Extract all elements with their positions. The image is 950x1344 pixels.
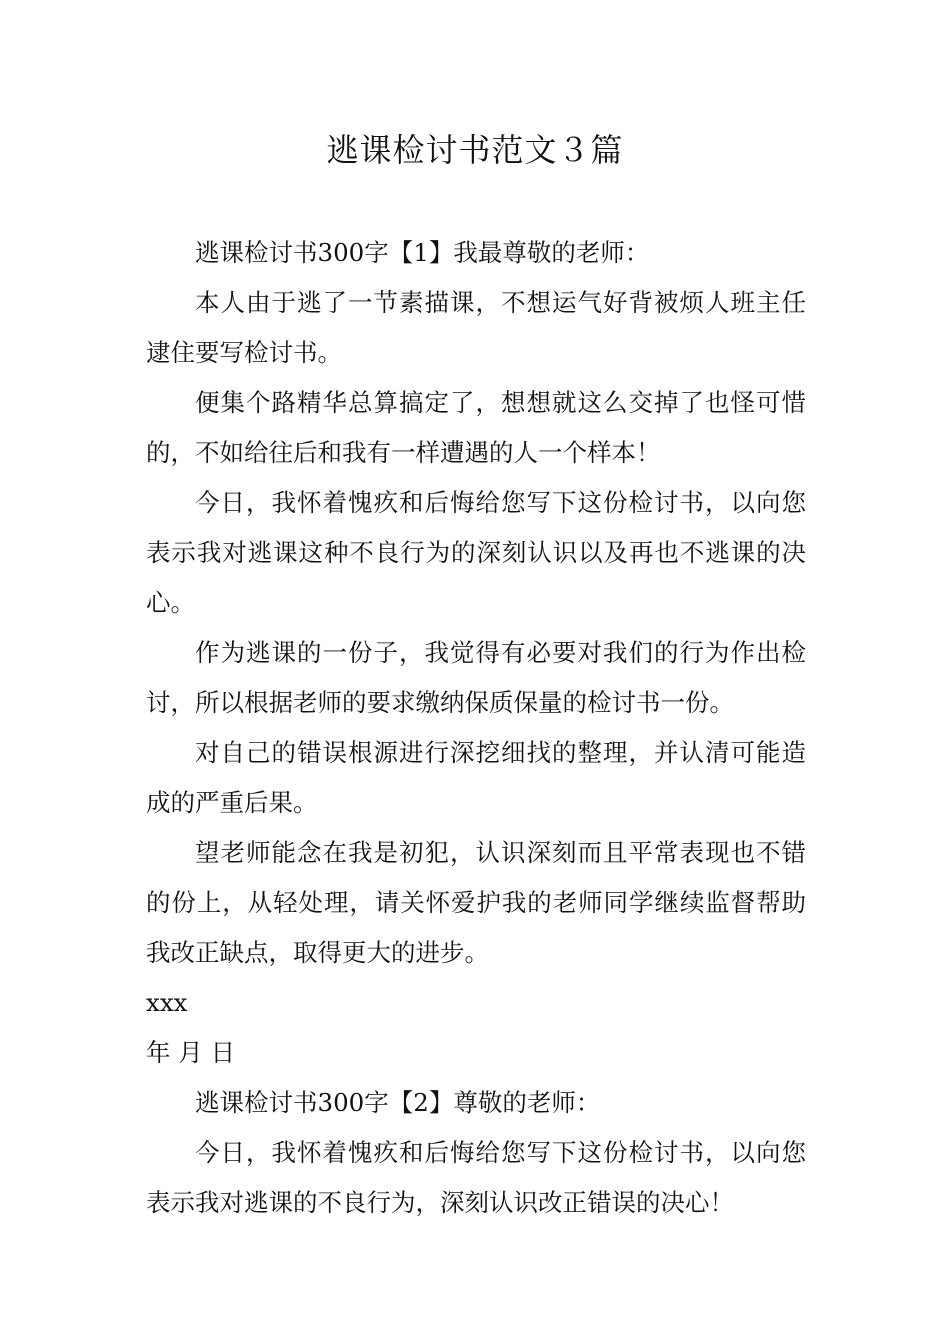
paragraph: 今日，我怀着愧疚和后悔给您写下这份检讨书，以向您表示我对逃课这种不良行为的深刻认识以及再也不逃课的决心。: [146, 488, 806, 617]
paragraph: 作为逃课的一份子，我觉得有必要对我们的行为作出检讨，所以根据老师的要求缴纳保质保量的检讨书一份。: [146, 638, 806, 717]
paragraph-heading-2: 逃课检讨书300字【2】尊敬的老师：: [195, 1088, 601, 1117]
document-body: [146, 228, 806, 1228]
document-title: 逃课检讨书范文３篇: [326, 131, 624, 169]
paragraph: 今日，我怀着愧疚和后悔给您写下这份检讨书，以向您表示我对逃课的不良行为，深刻认识改正错误的决心！: [146, 1138, 806, 1217]
paragraph: 望老师能念在我是初犯，认识深刻而且平常表现也不错的份上，从轻处理，请关怀爱护我的老师同学继续监督帮助我改正缺点，取得更大的进步。: [146, 838, 806, 967]
signature-date: 年 月 日: [146, 1038, 236, 1067]
paragraph: 本人由于逃了一节素描课，不想运气好背被烦人班主任逮住要写检讨书。: [146, 288, 806, 367]
paragraph: 便集个路精华总算搞定了，想想就这么交掉了也怪可惜的，不如给往后和我有一样遭遇的人一个样本！: [146, 388, 806, 467]
paragraph: 对自己的错误根源进行深挖细找的整理，并认清可能造成的严重后果。: [146, 738, 806, 817]
signature-name: xxx: [146, 988, 188, 1017]
paragraph-heading-1: 逃课检讨书300字【1】我最尊敬的老师：: [195, 238, 650, 267]
